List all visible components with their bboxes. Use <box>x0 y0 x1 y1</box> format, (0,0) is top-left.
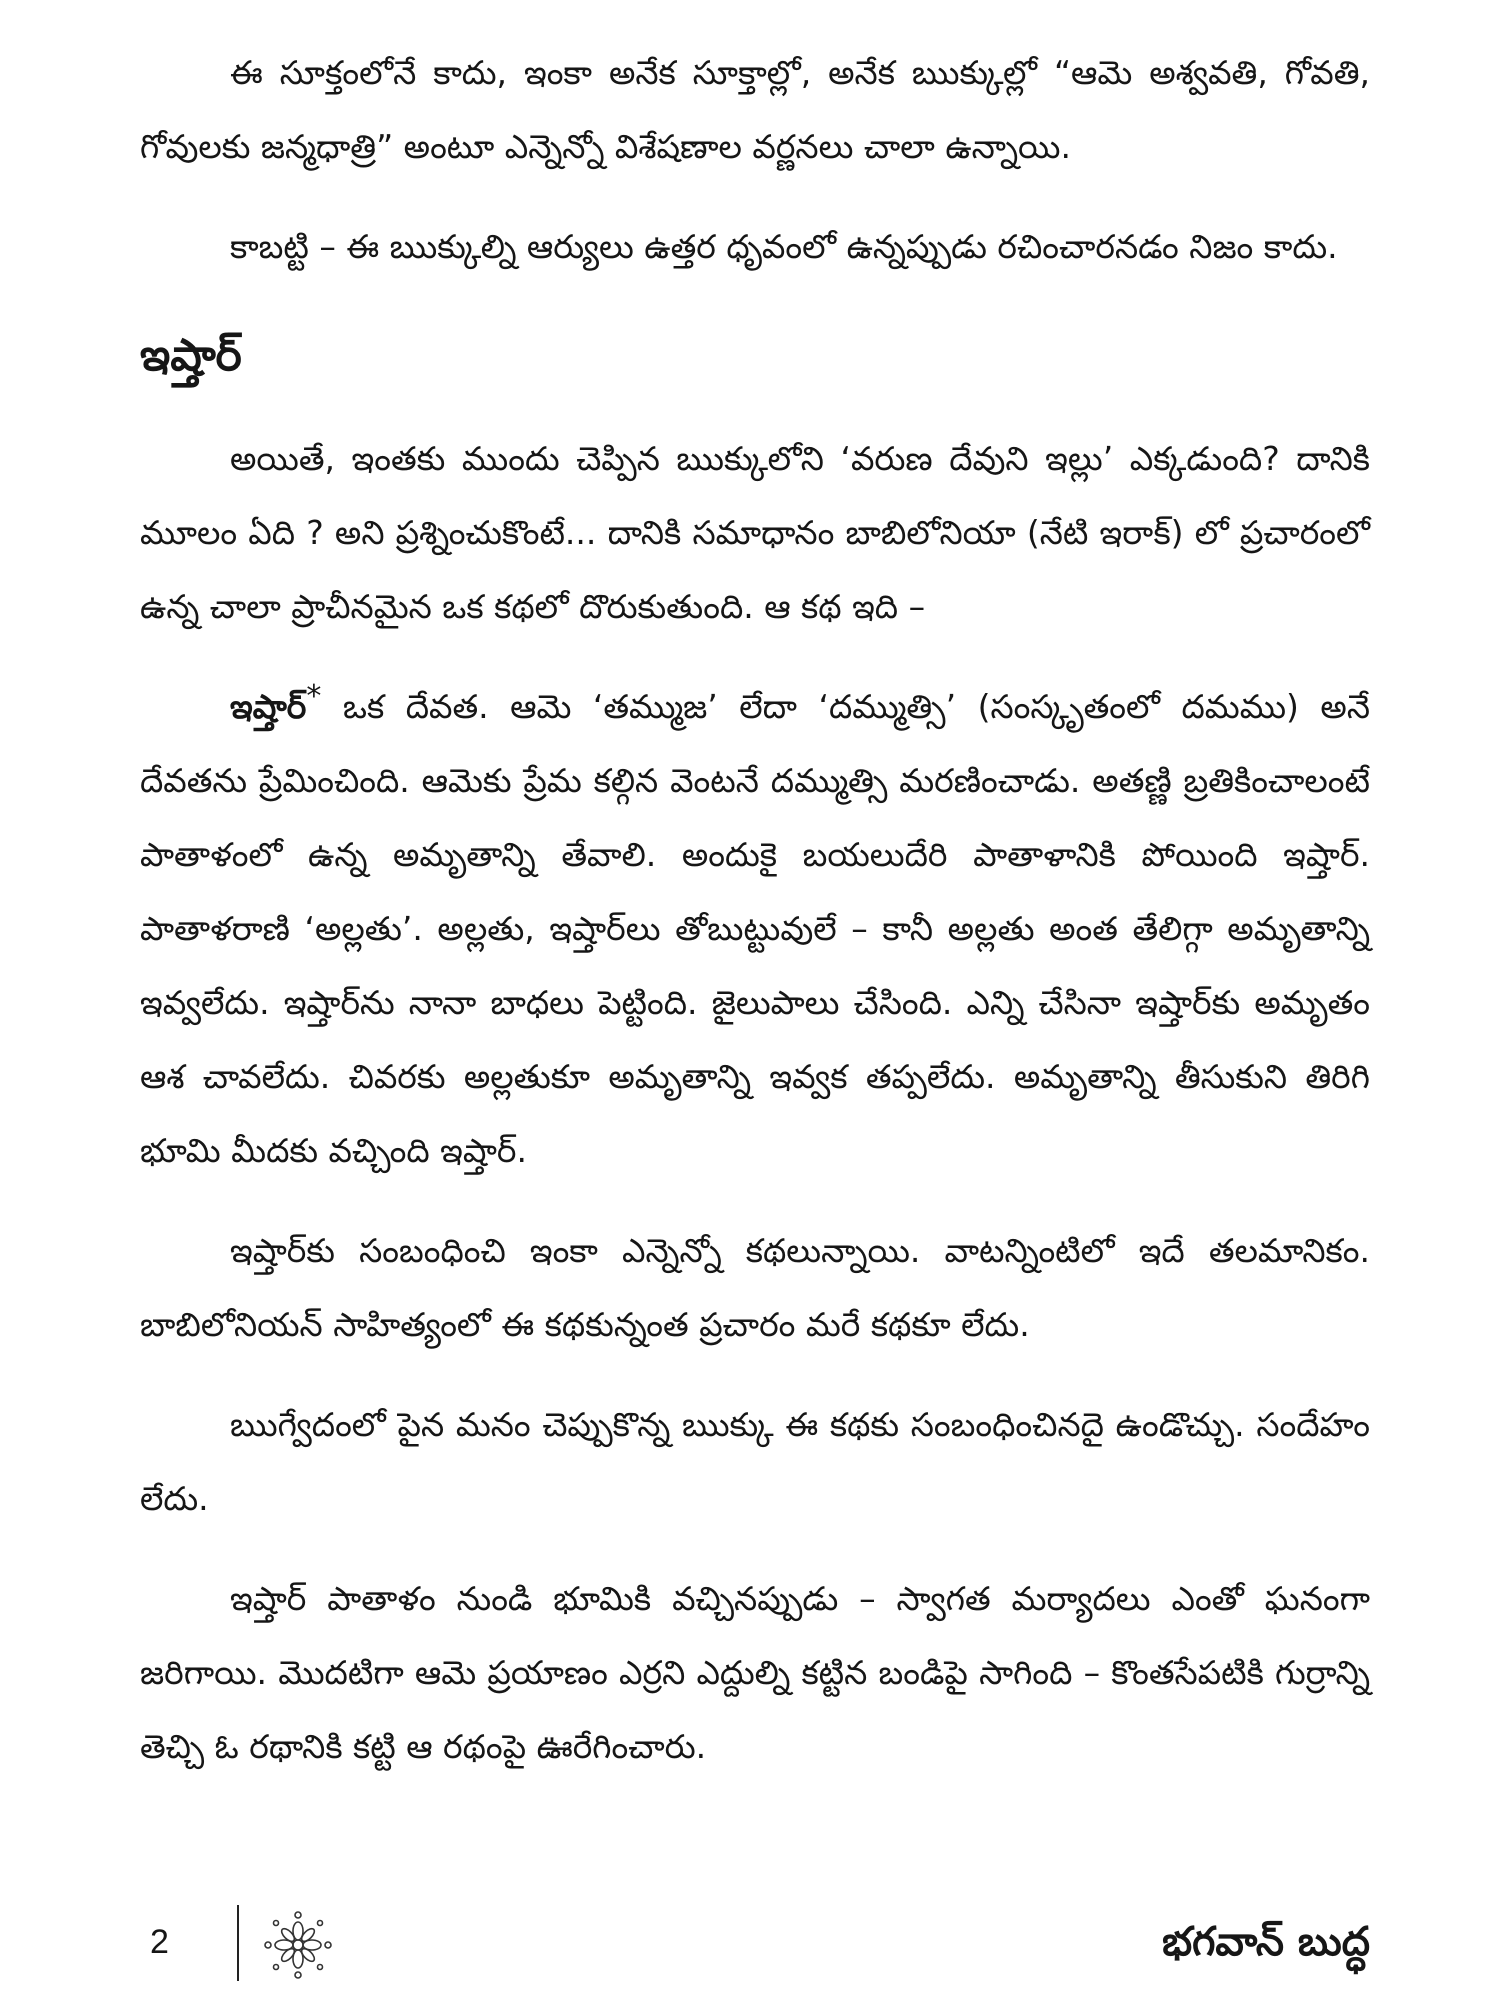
paragraph: కాబట్టి – ఈ ఋక్కుల్ని ఆర్యులు ఉత్తర ధృవంలో ఉన్నప్పుడు రచించారనడం నిజం కాదు. <box>230 227 1338 266</box>
paragraph: ఈ సూక్తంలోనే కాదు, ఇంకా అనేక సూక్తాల్లో, అనేక ఋక్కుల్లో “ఆమె అశ్వవతి, గోవతి, గోవులకు జన్మధాత్రి” అంటూ ఎన్నెన్నో విశేషణాల వర్ణనలు చాలా ఉన్నాయి. <box>140 53 1370 166</box>
floral-ornament-icon <box>262 1909 334 1981</box>
footnote-marker: * <box>306 679 322 714</box>
page-footer <box>140 1905 1370 1985</box>
page-body <box>140 36 1370 1810</box>
page-number: 2 <box>150 1923 169 1961</box>
story-text: ఒక దేవత. ఆమె ‘తమ్ముజ’ లేదా ‘దమ్ముత్సి’ (సంస్కృతంలో దమము) అనే దేవతను ప్రేమించింది. ఆమెకు ప్రేమ కల్గిన వెంటనే దమ్ముత్సి మరణించాడు. అతణ్ణి బ్రతికించాలంటే పాతాళంలో ఉన్న అమృతాన్ని తేవాలి. అందుకై బయలుదేరి పాతాళానికి పోయింది ఇష్తార్. పాతాళరాణి ‘అల్లతు’. అల్లతు, ఇష్తార్‌లు తోబుట్టువులే – కానీ అల్లతు అంత తేలిగ్గా అమృతాన్ని ఇవ్వలేదు. ఇష్తార్‌ను నానా బాధలు పెట్టింది. జైలుపాలు చేసింది. ఎన్ని చేసినా ఇష్తార్‌కు అమృతం ఆశ చావలేదు. చివరకు అల్లతుకూ అమృతాన్ని ఇవ్వక తప్పలేదు. అమృతాన్ని తీసుకుని తిరిగి భూమి మీదకు వచ్చింది ఇష్తార్. <box>140 687 1370 1170</box>
book-title: భగవాన్ బుద్ధ <box>1162 1919 1370 1965</box>
paragraph: ఋగ్వేదంలో పైన మనం చెప్పుకొన్న ఋక్కు ఈ కథకు సంబంధించినదై ఉండొచ్చు. సందేహం లేదు. <box>140 1405 1370 1518</box>
story-name: ఇష్తార్ <box>230 687 307 726</box>
paragraph: ఇష్తార్ పాతాళం నుండి భూమికి వచ్చినప్పుడు – స్వాగత మర్యాదలు ఎంతో ఘనంగా జరిగాయి. మొదటిగా ఆమె ప్రయాణం ఎర్రని ఎద్దుల్ని కట్టిన బండిపై సాగింది – కొంతసేపటికి గుర్రాన్ని తెచ్చి ఓ రథానికి కట్టి ఆ రథంపై ఊరేగించారు. <box>140 1579 1370 1766</box>
paragraph: ఇష్తార్‌కు సంబంధించి ఇంకా ఎన్నెన్నో కథలున్నాయి. వాటన్నింటిలో ఇదే తలమానికం. బాబిలోనియన్ సాహిత్యంలో ఈ కథకున్నంత ప్రచారం మరే కథకూ లేదు. <box>140 1231 1370 1344</box>
footer-divider <box>237 1905 239 1981</box>
section-heading: ఇష్తార్ <box>140 330 242 381</box>
paragraph: అయితే, ఇంతకు ముందు చెప్పిన ఋక్కులోని ‘వరుణ దేవుని ఇల్లు’ ఎక్కడుంది? దానికి మూలం ఏది ? అని ప్రశ్నించుకొంటే... దానికి సమాధానం బాబిలోనియా (నేటి ఇరాక్) లో ప్రచారంలో ఉన్న చాలా ప్రాచీనమైన ఒక కథలో దొరుకుతుంది. ఆ కథ ఇది – <box>140 439 1370 626</box>
story-paragraph <box>140 670 1370 1188</box>
